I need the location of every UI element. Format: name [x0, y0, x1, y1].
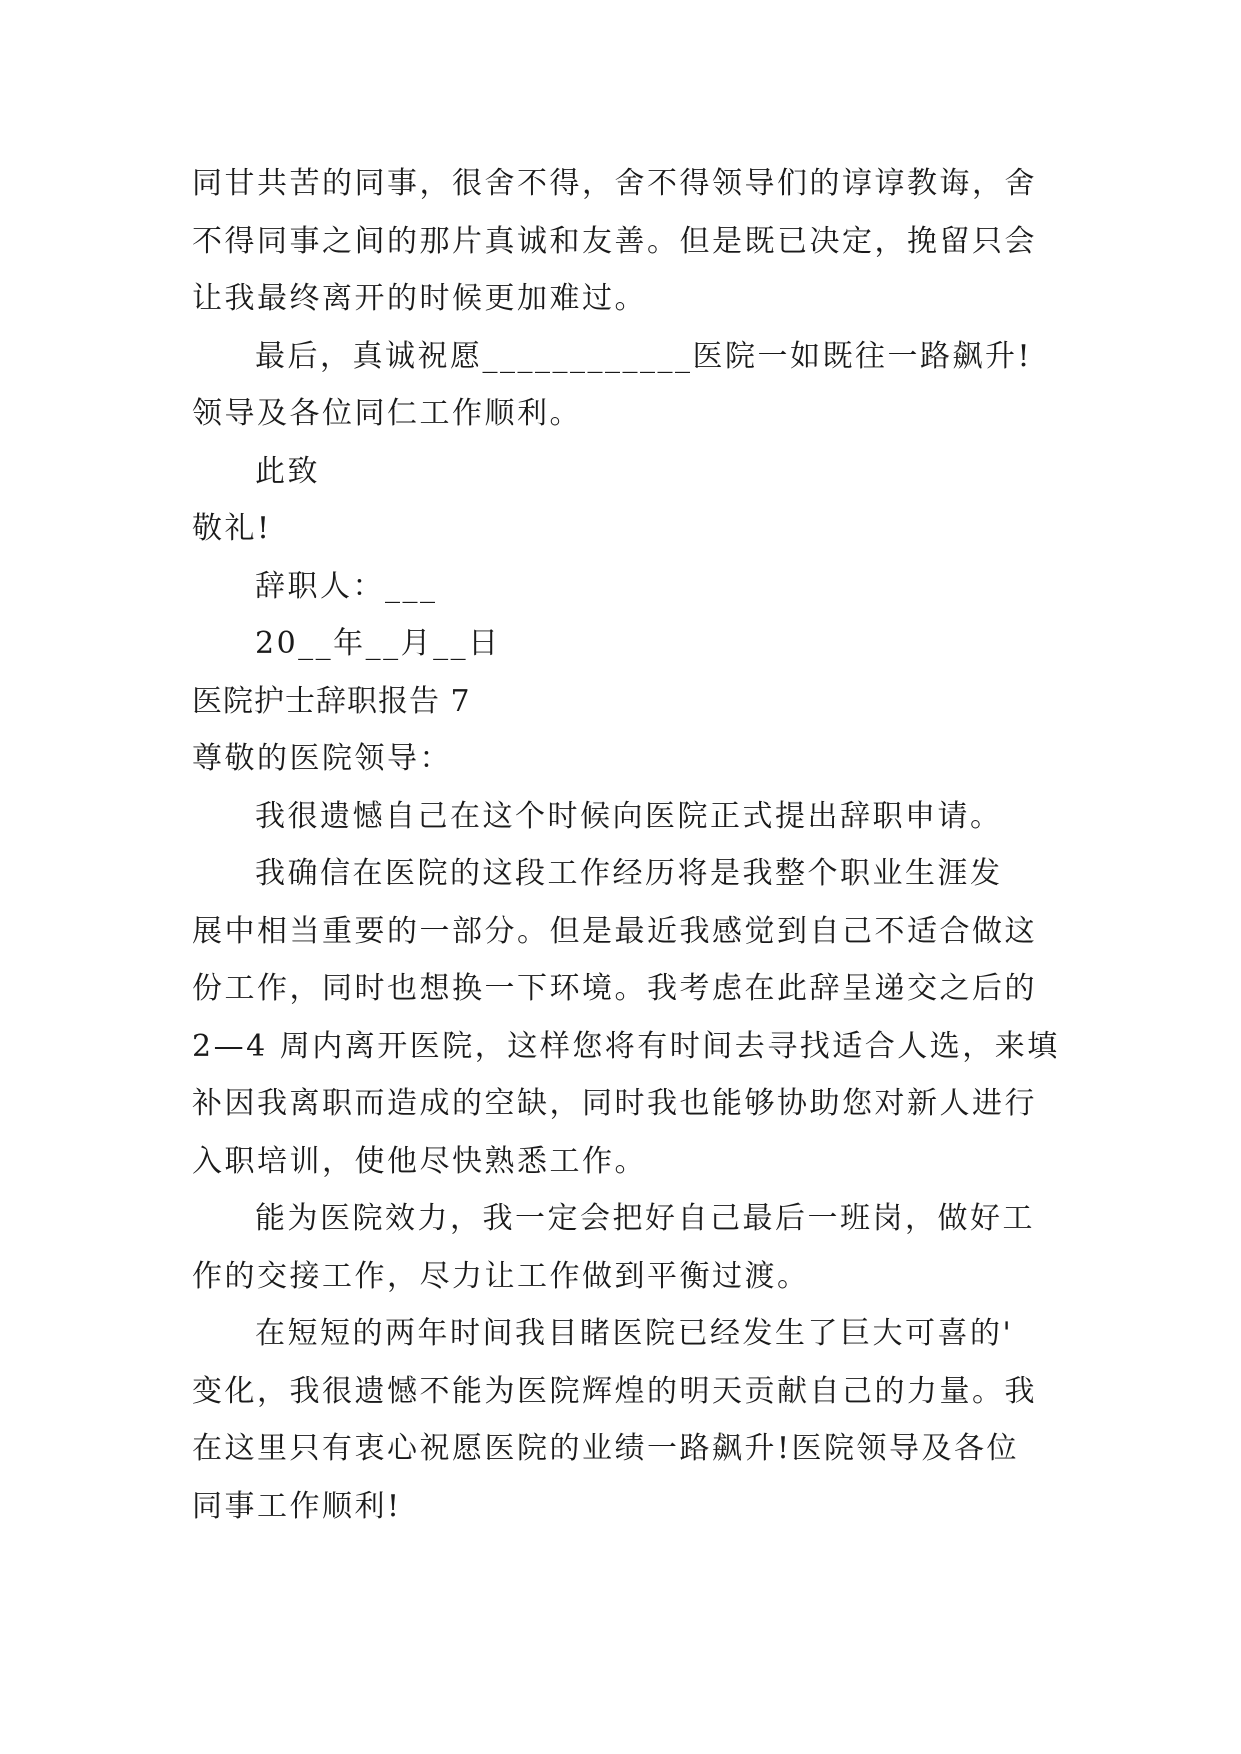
- text-line-21: 在短短的两年时间我目睹医院已经发生了巨大可喜的': [255, 1316, 1014, 1351]
- text-line-14: 展中相当重要的一部分。但是最近我感觉到自己不适合做这: [192, 913, 1037, 949]
- text-line-1: 同甘共苦的同事，很舍不得，舍不得领导们的谆谆教诲，舍: [192, 166, 1037, 201]
- text-line-20: 作的交接工作，尽力让工作做到平衡过渡。: [192, 1258, 810, 1294]
- text-line-15: 份工作，同时也想换一下环境。我考虑在此辞呈递交之后的: [192, 971, 1037, 1006]
- text-line-12: 我很遗憾自己在这个时候向医院正式提出辞职申请。: [255, 798, 1003, 834]
- document-page: [192, 155, 1060, 1535]
- text-line-17: 补因我离职而造成的空缺，同时我也能够协助您对新人进行: [192, 1086, 1037, 1121]
- text-line-3: 让我最终离开的时候更加难过。: [192, 281, 647, 316]
- text-line-2: 不得同事之间的那片真诚和友善。但是既已决定，挽留只会: [192, 223, 1037, 259]
- text-line-5: 领导及各位同仁工作顺利。: [192, 396, 582, 431]
- section-title: 医院护士辞职报告 7: [192, 683, 471, 719]
- date-line: 20__年__月__日: [255, 626, 501, 661]
- text-line-4: 最后，真诚祝愿____________医院一如既往一路飙升!: [255, 338, 1033, 374]
- closing-salutation: 此致: [255, 453, 320, 489]
- text-line-18: 入职培训，使他尽快熟悉工作。: [192, 1143, 647, 1179]
- text-line-16: 2—4 周内离开医院，这样您将有时间去寻找适合人选，来填: [192, 1028, 1060, 1064]
- text-line-22: 变化，我很遗憾不能为医院辉煌的明天贡献自己的力量。我: [192, 1373, 1037, 1409]
- closing-regards: 敬礼!: [192, 511, 272, 546]
- text-line-13: 我确信在医院的这段工作经历将是我整个职业生涯发: [255, 856, 1003, 891]
- signature-line: 辞职人：___: [255, 568, 438, 604]
- greeting-line: 尊敬的医院领导：: [192, 741, 452, 776]
- text-line-19: 能为医院效力，我一定会把好自己最后一班岗，做好工: [255, 1201, 1035, 1236]
- text-line-23: 在这里只有衷心祝愿医院的业绩一路飙升!医院领导及各位: [192, 1431, 1020, 1466]
- text-line-24: 同事工作顺利!: [192, 1488, 402, 1524]
